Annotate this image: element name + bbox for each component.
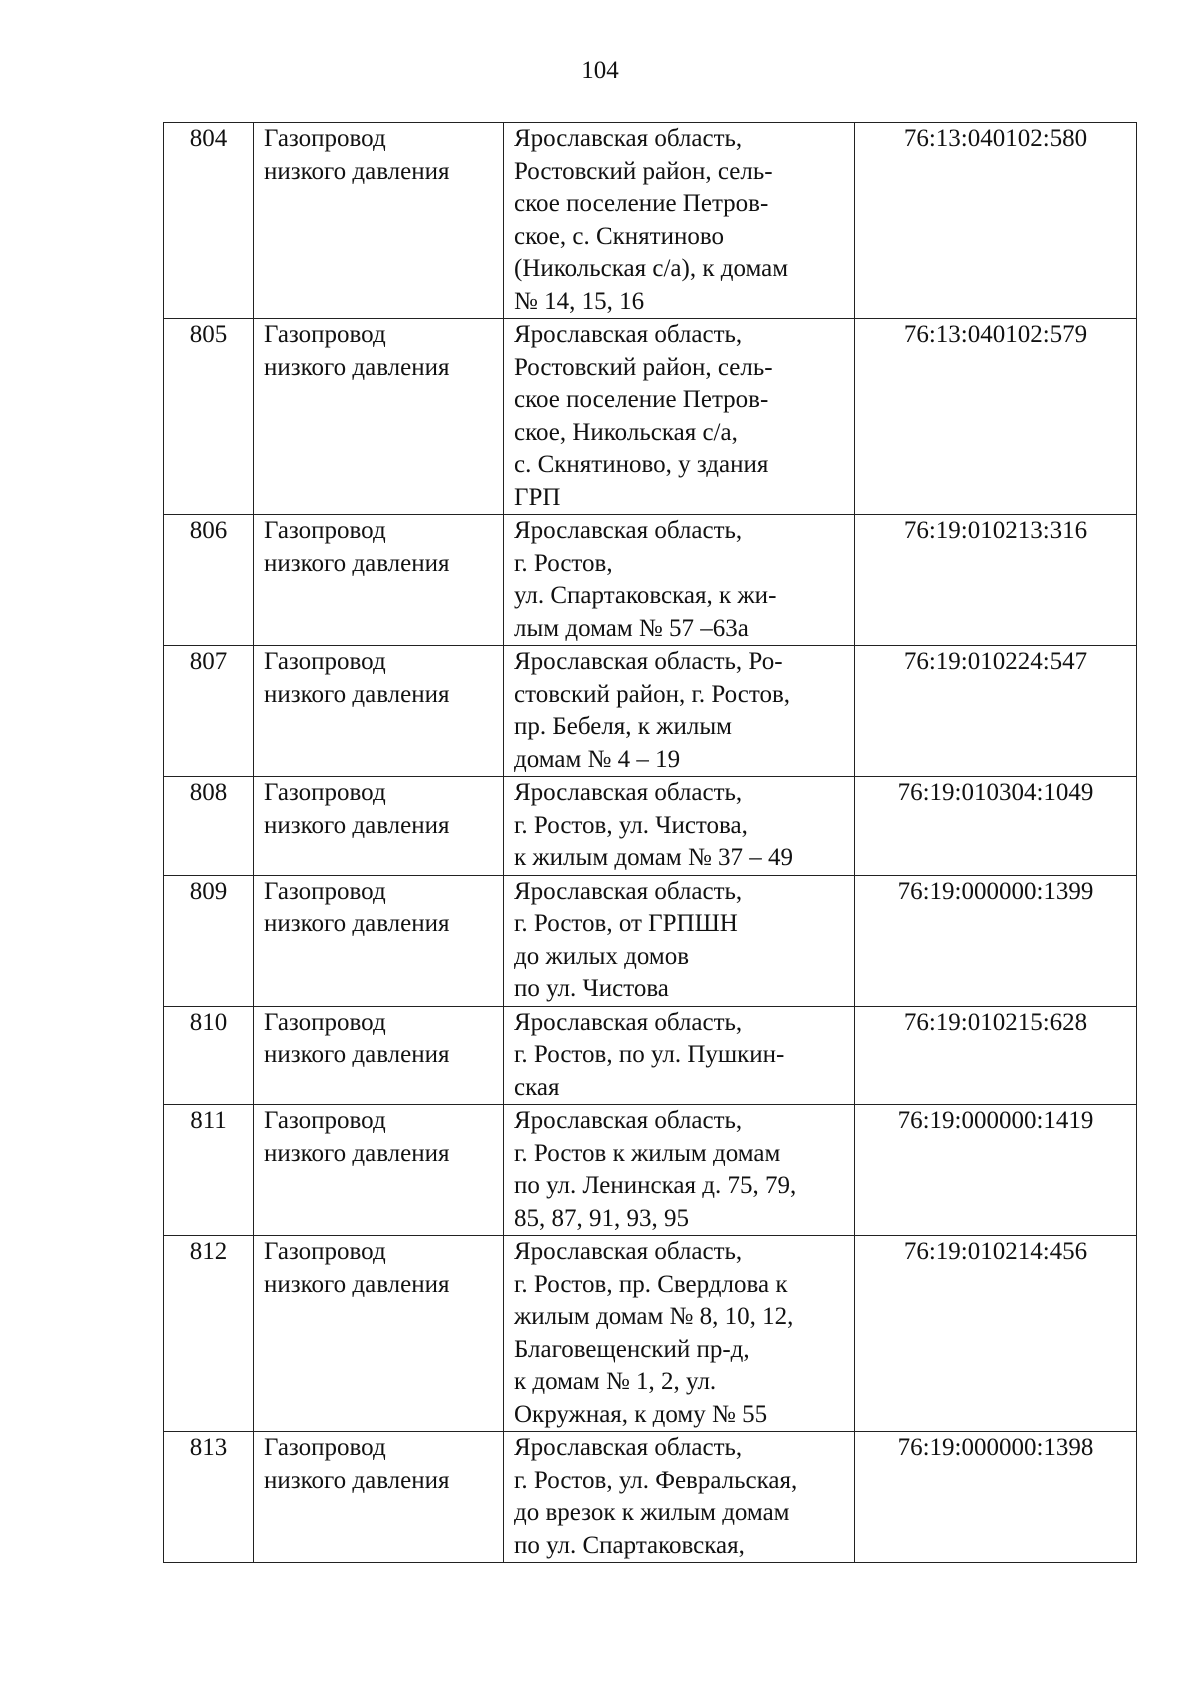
table-row [164,515,1137,646]
row-number: 806 [164,515,254,646]
object-name-cell [254,1236,504,1432]
address-line: г. Ростов, ул. Февральская, [514,1466,798,1494]
table-row [164,1105,1137,1236]
row-number: 812 [164,1236,254,1432]
gas-pipeline-registry-table [163,122,1137,1563]
address-line: г. Ростов, по ул. Пушкин- [514,1041,785,1068]
object-name-line: Газопровод [264,1434,386,1461]
cadastral-number: 76:19:000000:1398 [855,1432,1137,1563]
cadastral-number: 76:19:010214:456 [855,1236,1137,1432]
address-line: ское поселение Петров- [514,190,769,217]
object-name-line: Газопровод [264,321,386,348]
cadastral-number: 76:19:000000:1419 [855,1105,1137,1236]
object-name-cell [254,1105,504,1236]
address-line: Ярославская область, [514,779,743,806]
address-line: Ярославская область, [514,125,743,152]
cadastral-number: 76:19:010213:316 [855,515,1137,646]
object-name-line: низкого давления [264,1139,450,1167]
object-name-line: низкого давления [264,157,450,185]
address-line: до врезок к жилым домам [514,1499,790,1526]
address-line: к жилым домам № 37 – 49 [514,844,794,871]
address-line: Ростовский район, сель- [514,157,773,185]
object-name-line: низкого давления [264,910,450,937]
row-number: 805 [164,319,254,515]
address-line: г. Ростов, [514,549,613,577]
address-line: жилым домам № 8, 10, 12, [514,1303,794,1330]
address-line: Окружная, к дому № 55 [514,1400,768,1428]
object-name-cell [254,515,504,646]
address-line: ское, с. Скнятиново [514,222,724,250]
address-cell [504,123,855,319]
table-row [164,1432,1137,1563]
address-line: Ярославская область, [514,877,743,905]
address-line: Ярославская область, Ро- [514,648,783,675]
address-cell [504,646,855,777]
address-line: г. Ростов, пр. Свердлова к [514,1270,788,1298]
table-row [164,646,1137,777]
object-name-line: низкого давления [264,811,450,839]
address-line: по ул. Спартаковская, [514,1531,745,1559]
address-cell [504,1006,855,1105]
table-row [164,123,1137,319]
object-name-line: низкого давления [264,680,450,708]
object-name-line: Газопровод [264,517,386,544]
object-name-line: низкого давления [264,1041,450,1068]
address-line: Ярославская область, [514,1434,743,1461]
address-line: (Никольская с/а), к домам [514,255,789,282]
address-line: Ярославская область, [514,1008,743,1036]
cadastral-number: 76:19:010224:547 [855,646,1137,777]
row-number: 804 [164,123,254,319]
registry-body [164,123,1137,1563]
address-line: ГРП [514,483,561,511]
address-line: Ростовский район, сель- [514,353,773,381]
object-name-line: Газопровод [264,125,386,152]
object-name-cell [254,1432,504,1563]
object-name-cell [254,646,504,777]
object-name-cell [254,319,504,515]
address-line: г. Ростов, ул. Чистова, [514,811,748,839]
address-line: № 14, 15, 16 [514,287,645,315]
cadastral-number: 76:19:010304:1049 [855,777,1137,876]
object-name-line: низкого давления [264,1270,450,1298]
address-line: домам № 4 – 19 [514,745,681,773]
object-name-line: Газопровод [264,779,386,806]
object-name-line: Газопровод [264,1107,386,1134]
object-name-line: низкого давления [264,549,450,577]
cadastral-number: 76:19:000000:1399 [855,875,1137,1006]
object-name-cell [254,1006,504,1105]
cadastral-number: 76:13:040102:579 [855,319,1137,515]
row-number: 810 [164,1006,254,1105]
address-line: ское, Никольская с/а, [514,418,738,446]
address-line: Ярославская область, [514,321,743,348]
address-line: ская [514,1073,560,1101]
row-number: 811 [164,1105,254,1236]
cadastral-number: 76:19:010215:628 [855,1006,1137,1105]
address-line: по ул. Чистова [514,975,669,1002]
row-number: 807 [164,646,254,777]
address-line: Ярославская область, [514,1107,743,1134]
object-name-line: низкого давления [264,1466,450,1494]
address-cell [504,1432,855,1563]
table-row [164,1236,1137,1432]
address-cell [504,1236,855,1432]
address-line: ул. Спартаковская, к жи- [514,582,777,609]
table-row [164,875,1137,1006]
address-line: 85, 87, 91, 93, 95 [514,1204,689,1232]
object-name-cell [254,777,504,876]
page-number: 104 [581,57,619,84]
row-number: 813 [164,1432,254,1563]
address-line: лым домам № 57 –63а [514,614,749,642]
address-line: до жилых домов [514,942,690,970]
address-line: г. Ростов, от ГРПШН [514,910,738,937]
address-cell [504,875,855,1006]
address-line: с. Скнятиново, у здания [514,451,769,478]
cadastral-number: 76:13:040102:580 [855,123,1137,319]
address-line: стовский район, г. Ростов, [514,680,791,708]
object-name-line: Газопровод [264,1238,386,1265]
address-line: Благовещенский пр-д, [514,1335,750,1363]
row-number: 808 [164,777,254,876]
object-name-cell [254,875,504,1006]
address-cell [504,319,855,515]
table-row [164,319,1137,515]
table-row [164,777,1137,876]
row-number: 809 [164,875,254,1006]
address-line: ское поселение Петров- [514,386,769,413]
table-row [164,1006,1137,1105]
object-name-line: Газопровод [264,648,386,675]
address-line: по ул. Ленинская д. 75, 79, [514,1172,797,1199]
address-line: Ярославская область, [514,1238,743,1265]
address-line: Ярославская область, [514,517,743,544]
object-name-line: низкого давления [264,353,450,381]
object-name-cell [254,123,504,319]
address-line: г. Ростов к жилым домам [514,1139,781,1167]
address-line: пр. Бебеля, к жилым [514,713,732,740]
address-line: к домам № 1, 2, ул. [514,1368,717,1395]
object-name-line: Газопровод [264,877,386,905]
address-cell [504,777,855,876]
address-cell [504,515,855,646]
address-cell [504,1105,855,1236]
object-name-line: Газопровод [264,1008,386,1036]
